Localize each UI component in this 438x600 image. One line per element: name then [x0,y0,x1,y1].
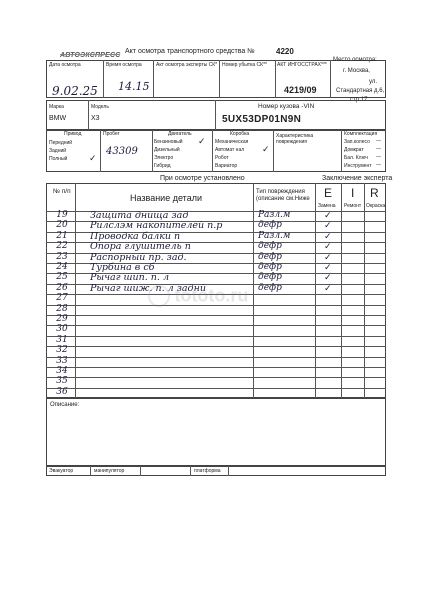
row-number: 21 [56,230,68,241]
eir-e-mark: ✓ [324,272,332,283]
part-name: Проводка балки п [90,230,181,242]
footer-evac: Эвакуатор [49,468,74,474]
name-header: Название детали [130,193,202,203]
row-number: 20 [56,220,68,231]
eir-e-mark: ✓ [324,220,332,231]
footer-platform: платформа [194,468,221,474]
ingos-value: 4219/09 [284,85,317,95]
engine-check-mark: ✓ [198,136,206,146]
conclusion-header: Заключение эксперта [322,175,393,182]
logo-text: АВТОЭКСПРЕСС [60,52,121,59]
damage-type: дефр [258,262,282,272]
row-number: 32 [56,345,68,356]
drive-item-rear: Задний [49,148,67,154]
row-number: 27 [56,293,68,304]
table-row-divider [46,377,386,378]
row-number: 26 [56,282,68,293]
kit-item-jack: Домкрат [344,147,364,153]
drive-item-front: Передний [49,140,73,146]
engine-item-hybrid: Гибрид [154,163,171,169]
place-value-2: ул. [369,79,378,85]
kit-mark-3: — [376,154,381,160]
eir-e-letter: E [324,186,333,200]
vin-label: Номер кузова -VIN [258,103,315,110]
date-value: 9.02.25 [52,84,98,98]
table-row-divider [46,388,386,389]
part-name: Опора глушитель п [90,241,191,253]
row-number: 34 [56,366,68,376]
eir-e-label: Замена [318,203,336,209]
found-header: При осмотре установлено [160,175,245,182]
expert-label: Акт осмотра эксперты СК* [156,62,218,68]
eir-r-letter: R [370,186,379,200]
place-value-4: стр.17 [350,97,368,103]
damage-type: дефр [258,220,282,231]
table-row-divider [46,325,386,326]
gearbox-item-robot: Робот [215,155,229,161]
time-value: 14.15 [118,80,150,93]
damage-type: Разл.м [258,210,291,220]
row-number: 35 [56,376,68,387]
mileage-value: 43309 [106,146,138,157]
place-label: Место осмотра: [333,57,377,63]
eir-e-mark: ✓ [324,251,332,262]
kit-mark-4: — [376,162,381,168]
kit-item-wrench: Бал. Ключ [344,155,368,161]
eir-i-letter: I [351,186,355,200]
eir-r-label: Окраска [366,203,386,209]
engine-header: Двигатель [168,131,192,137]
damage-type: Разл.м [258,230,291,241]
engine-item-diesel: Дизельный [154,147,180,153]
row-number: 36 [56,386,68,397]
drive-item-full: Полный [49,156,68,162]
kit-item-tools: Инструмент [344,163,372,169]
kit-mark-1: — [376,138,381,144]
kit-header: Комплектация [344,131,378,137]
brand-label: Марка [49,104,64,110]
part-name: Рилслэм накопителей п.р [90,220,223,232]
num-header: № п/п [53,188,71,195]
part-name: Рычаг шиж. п. л заднй [90,282,206,294]
table-row-divider [46,346,386,347]
row-number: 33 [56,355,68,366]
claim-label: Номер убытка СК** [222,62,267,68]
drive-header: Привод [64,131,82,137]
damage-type: дефр [258,272,282,283]
row-number: 30 [56,324,68,335]
row-number: 19 [56,210,68,220]
part-name: Защита днища зад [90,210,189,221]
vin-value: 5UX53DP01N9N [222,114,302,125]
table-row-divider [46,315,386,316]
row-number: 24 [56,262,68,272]
gearbox-item-manual: Механическая [215,139,249,145]
eir-i-label: Ремонт [344,203,362,209]
ingos-label: АКТ ИНГОССТРАХ*** [277,62,327,68]
footer-manip: манипулятор [94,468,125,474]
table-row-divider [46,357,386,358]
eir-e-mark: ✓ [324,262,332,272]
model-label: Модель [91,104,109,110]
watermark-icon [148,285,170,307]
watermark [148,285,248,307]
brand-value: BMW [49,115,67,122]
model-value: X3 [91,115,100,122]
row-number: 25 [56,272,68,283]
place-value-3: Стандартная д.6, [336,88,385,94]
eir-e-mark: ✓ [324,241,332,252]
description-label: Описание: [50,402,80,408]
kit-item-spare-wheel: Зап.колесо [344,139,370,145]
damage-type: дефр [258,251,282,262]
damage-type: дефр [258,282,282,293]
eir-e-mark: ✓ [324,282,332,293]
engine-item-petrol: Бензиновый [154,139,183,145]
act-title: Акт осмотра транспортного средства № [125,48,255,55]
row-number: 23 [56,251,68,262]
damage-type: дефр [258,241,282,252]
drive-check-mark: ✓ [89,153,97,163]
act-number: 4220 [276,47,294,56]
eir-e-mark: ✓ [324,210,332,220]
date-label: Дата осмотра [49,62,81,68]
table-row-divider [46,336,386,337]
place-value-1: г. Москва, [343,68,370,74]
mileage-label: Пробег [103,131,120,137]
table-row-divider [46,367,386,368]
part-name: Рычаг шип. п. л [90,272,170,284]
row-number: 31 [56,334,68,345]
engine-item-electric: Электро [154,155,174,161]
gearbox-check-mark: ✓ [262,144,270,154]
eir-e-mark: ✓ [324,230,332,241]
gearbox-item-cvt: Вариатор [215,163,238,169]
row-number: 28 [56,303,68,314]
part-name: Распорный пр. зад. [90,251,187,263]
logo [60,44,122,58]
row-number: 22 [56,241,68,252]
gearbox-header: Коробка [230,131,250,137]
part-name: Турбина в сб [90,262,155,273]
gearbox-item-auto: Автомат нал [215,147,245,153]
time-label: Время осмотра [106,62,142,68]
damage-header: Характеристика повреждения [276,133,314,145]
watermark-text: tototo.ru [174,285,249,306]
type-header: Тип повреждения (описание см.Ниже [256,189,310,202]
row-number: 29 [56,314,68,324]
kit-mark-2: — [376,146,381,152]
description-box [46,398,386,466]
